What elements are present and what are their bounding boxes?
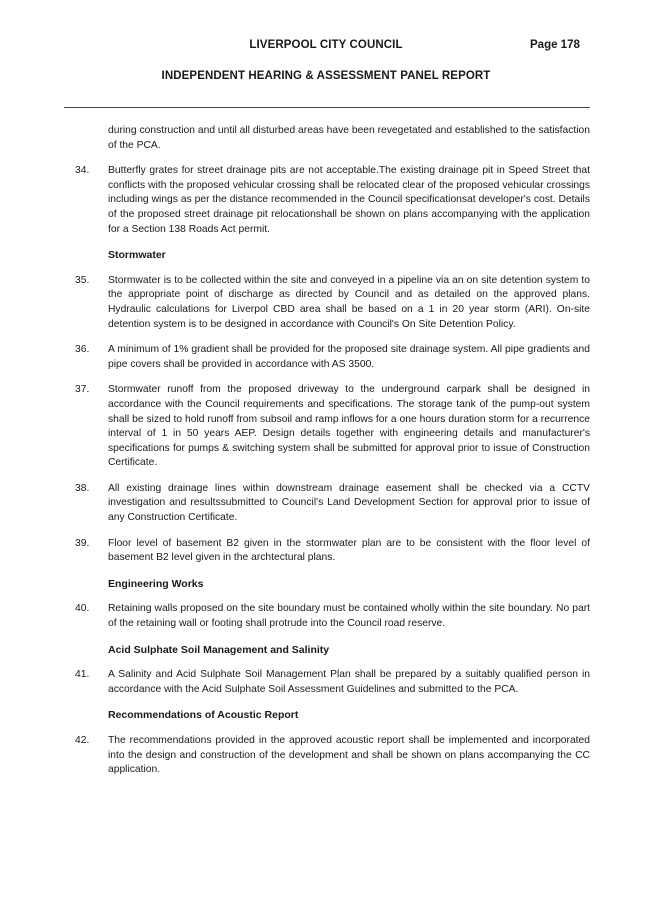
condition-number: 37. [75,384,90,396]
section-heading-stormwater: Stormwater [108,249,166,262]
condition-text: A minimum of 1% gradient shall be provided for the proposed site drainage system. All pipe gradients and pipe covers shall be provided in accordance with AS 3500. [108,344,590,370]
report-body [0,124,652,778]
condition-42 [75,734,590,778]
condition-36 [75,343,590,372]
page-number: Page 178 [530,39,580,51]
continuation-paragraph [108,124,590,153]
condition-35 [75,274,590,332]
section-heading-engineering-works: Engineering Works [108,577,204,590]
section-heading-acid-sulphate: Acid Sulphate Soil Management and Salinity [108,643,330,656]
condition-text: The recommendations provided in the approved acoustic report shall be implemented and incorporated into the design and construction of the development and shall be shown on plans accompanying the CC application. [108,735,590,776]
condition-text: Floor level of basement B2 given in the stormwater plan are to be consistent with the floor level of basement B2 level given in the archtectural plans. [108,537,590,564]
council-name: LIVERPOOL CITY COUNCIL [249,39,403,51]
condition-number: 40. [75,603,90,615]
condition-37 [75,383,590,471]
condition-number: 34. [75,165,90,177]
condition-38 [75,482,590,526]
condition-39 [75,537,590,566]
condition-number: 35. [75,274,90,286]
condition-text: Butterfly grates for street drainage pits are not acceptable.The existing drainage pit in Speed Street that conflicts with the proposed vehicular crossing shall be relocated clear of the proposed vehicular crossings including wings as per the distance recommended in the Council specificationsat developer's cost. Details of the proposed street drainage pit relocationshall be shown on plans accompanying with the application for a Section 138 Roads Act permit. [108,165,590,235]
condition-number: 42. [75,735,90,746]
condition-text: Stormwater is to be collected within the site and conveyed in a pipeline via an on site detention system to the appropriate point of discharge as directed by Council and as detailed on the approved plans. Hydraulic calculations for Liverpol CBD area shall be based on a 1 in 20 year storm (ARI). On-site detention system is to be designed in accordance with Council's On Site Detention Policy. [108,274,590,330]
header-divider [64,107,590,108]
condition-text: All existing drainage lines within downstream drainage easement shall be checked via a CCTV investigation and resultssubmitted to Council's Land Development Section for approval prior to issue of any Construction Certificate. [108,482,590,524]
condition-number: 38. [75,482,90,494]
condition-text: Retaining walls proposed on the site boundary must be contained wholly within the site boundary. No part of the retaining wall or footing shall protrude into the Council road reserve. [108,603,590,630]
condition-number: 41. [75,669,90,681]
condition-text: Stormwater runoff from the proposed driveway to the underground carpark shall be designed in accordance with the Council requirements and specifications. The storage tank of the pump-out system shall be sized to hold runoff from subsoil and ramp inflows for a one hours duration storm for a recurrence interval of 1 in 50 years AEP. Design details together with engineering details and manufacturer's specifications for pumps & switching system shall be submitted for approval prior to issue of Construction Certificate. [108,384,590,469]
condition-text: A Salinity and Acid Sulphate Soil Management Plan shall be prepared by a suitably qualified person in accordance with the Acid Sulphate Soil Assessment Guidelines and submitted to the PCA. [108,669,590,695]
condition-40 [75,602,590,631]
section-heading-acoustic: Recommendations of Acoustic Report [108,709,299,722]
report-title: INDEPENDENT HEARING & ASSESSMENT PANEL REPORT [161,70,491,82]
paragraph-text: during construction and until all disturbed areas have been revegetated and established to the satisfaction of the PCA. [108,125,590,151]
condition-number: 36. [75,344,90,356]
condition-number: 39. [75,537,90,549]
condition-34 [75,164,590,237]
condition-41 [75,668,590,697]
